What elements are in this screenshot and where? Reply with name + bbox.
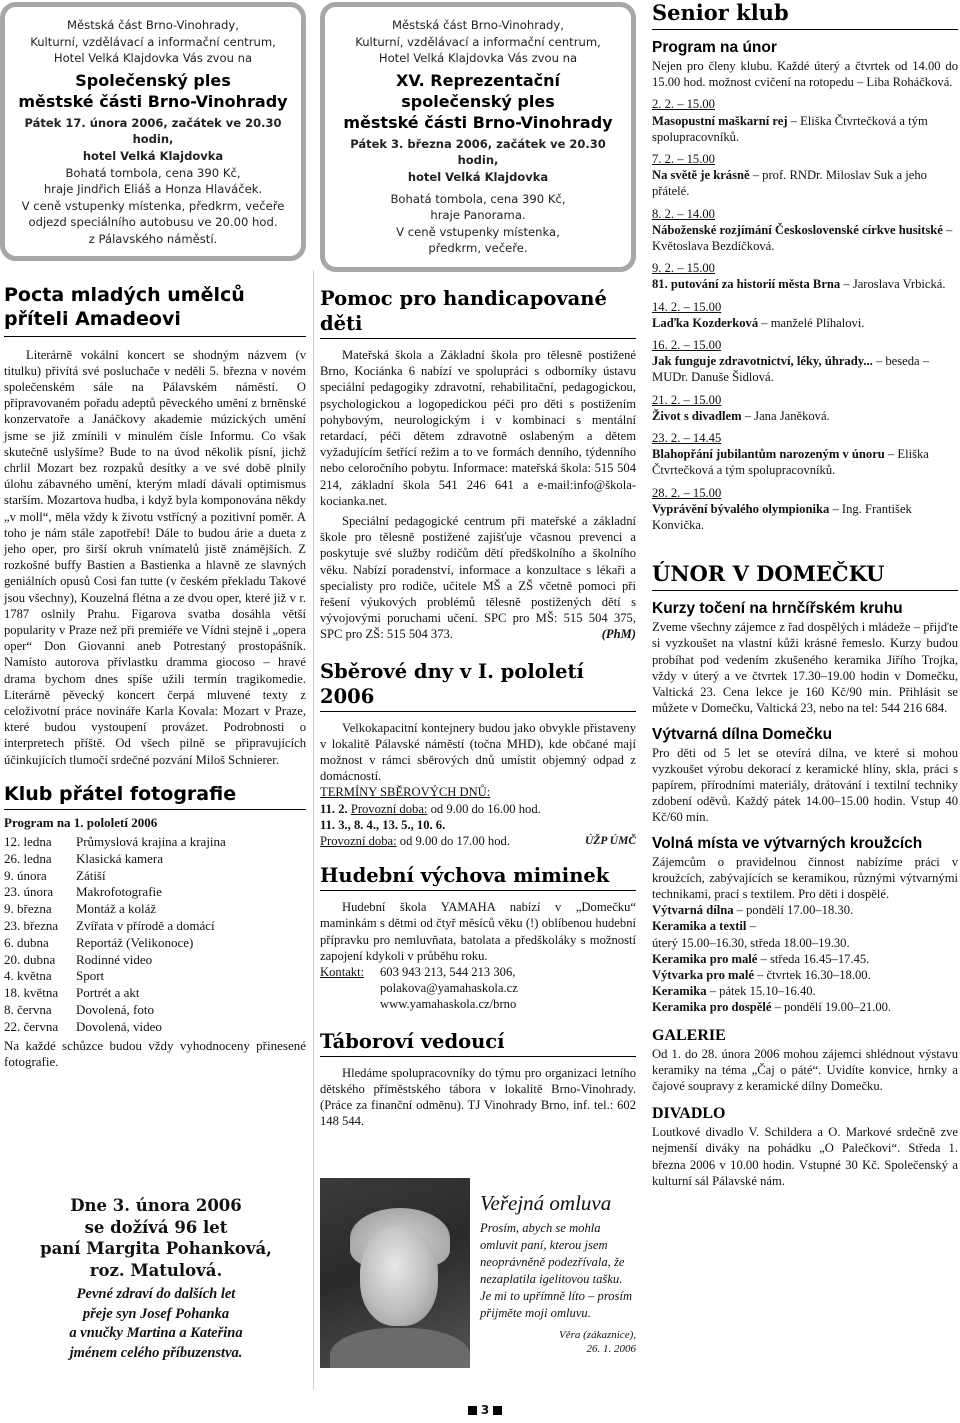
waste-line-2: 11. 3., 8. 4., 13. 5., 10. 6. [320,817,446,832]
ball1-org-2: Kulturní, vzdělávací a informační centrum, [30,34,276,49]
senior-subtitle: Program na únor [652,39,777,56]
photoclub-date: 9. února [4,867,47,883]
schedule-time: – čtvrtek 16.30–18.00. [753,967,871,982]
portrait-photo [320,1178,470,1368]
art-title: Výtvarná dílna Domečku [652,725,833,743]
schedule-course: Výtvarka pro malé [652,967,754,982]
apology-notice [480,1190,636,1356]
senior-item-rest: – beseda – MUDr. Danuše Šidlová. [652,354,930,385]
ball2-org-1: Městská část Brno-Vinohrady, [392,18,564,32]
page-number [455,1402,515,1418]
schedule-course: Keramika pro dospělé [652,1000,772,1015]
column-middle [320,0,636,1129]
column-left [0,0,306,1070]
waste-line-3 [320,833,636,849]
senior-item-text [652,353,958,385]
photoclub-date: 22. června [4,1018,59,1034]
waste-line-1 [320,801,636,817]
amadeus-title-1: Pocta mladých umělců [4,283,245,306]
music-article [320,863,636,1012]
birthday-line-4: roz. Matulová. [89,1260,223,1280]
schedule-course: Keramika a textil [652,919,747,934]
camp-title: Táboroví vedoucí [320,1029,505,1053]
senior-item-date: 8. 2. – 14.00 [652,206,715,221]
senior-item-rest: – prof. RNDr. Miloslav Suk a jeho přátelé. [652,168,927,199]
schedule-line [652,918,958,934]
photoclub-date: 18. května [4,985,59,1001]
amadeus-article [0,283,306,768]
photoclub-topic: Klasická kamera [76,850,163,866]
senior-item [652,151,958,200]
schedule-time: – pondělí 19.00–21.00. [771,1000,892,1015]
schedule-time: úterý 15.00–16.30, středa 18.00–19.30. [652,935,850,950]
camp-text: Hledáme spolupracovníky do týmu pro organizaci letního dětského příměstského tábora v lokalitě Brno-Vinohrady. (Práce za finanční odměnu). TJ Vinohrady Brno, inf. tel.: 602 148 544. [320,1065,636,1129]
photoclub-topic: Dovolená, video [76,1018,162,1034]
birthday-wish-2: přeje syn Josef Pohanka [82,1305,230,1322]
senior-program [652,96,958,533]
photoclub-table [4,834,306,1036]
waste-line1-date: 11. 2. [320,801,348,816]
music-contact-1: 603 943 213, 544 213 306, [380,965,516,980]
schedule-line [652,999,958,1015]
ball2-detail-3: V ceně vstupenky místenka, [396,224,560,239]
senior-item-title: Laďka Kozderková [652,315,759,330]
handicap-sign: (PhM) [601,627,636,642]
senior-item-text [652,222,958,254]
ball2-title-3: městské části Brno-Vinohrady [343,112,613,132]
birthday-wish-4: jménem celého příbuzenstva. [69,1344,243,1361]
ball2-detail-1: Bohatá tombola, cena 390 Kč, [390,191,566,206]
birthday-line-2: se dožívá 96 let [84,1217,228,1237]
senior-item [652,485,958,534]
photoclub-topic: Portrét a akt [76,985,140,1001]
senior-intro: Nejen pro členy klubu. Každé úterý a čtvrtek od 14.00 do 15.00 hod. možnost cvičení na rotopedu – Liba Roháčková. [652,59,958,90]
photoclub-date: 6. dubna [4,934,49,950]
senior-item-rest: – Jana Janěková. [741,408,830,423]
ball2-org-3: Hotel Velká Klajdovka Vás zvou na [378,51,578,66]
schedule-time: – pátek 15.10–16.40. [706,984,816,999]
waste-line3-time: od 9.00 do 17.00 hod. [399,834,510,849]
apology-sign-2: 26. 1. 2006 [586,1343,636,1355]
music-contact-label: Kontakt: [320,965,365,980]
senior-item-text [652,276,958,292]
course-schedule [652,902,958,1015]
ball1-detail-5: z Pálavského náměstí. [88,231,218,246]
ball2-title-1: XV. Reprezentační [395,70,561,90]
photoclub-topic: Rodinné video [76,951,153,967]
ball2-detail-2: hraje Panorama. [430,208,526,223]
senior-item-title: Náboženské rozjímání Československé církve husitské [652,222,943,237]
unor-rule [652,590,958,591]
senior-item-title: Život s divadlem [652,408,742,423]
waste-line3-label: Provozní doba: [320,834,397,849]
divadlo-title: DIVADLO [652,1105,726,1123]
waste-terms-label: TERMÍNY SBĚROVÝCH DNŮ: [320,785,491,800]
senior-item-text [652,408,958,424]
senior-item-date: 9. 2. – 15.00 [652,261,715,276]
photoclub-date: 23. února [4,884,54,900]
birthday-wish-1: Pevné zdraví do dalších let [76,1286,236,1302]
schedule-course: Keramika pro malé [652,951,758,966]
column-right [652,0,958,1189]
amadeus-title-2: příteli Amadeovi [4,307,181,330]
apology-text: Prosím, abych se mohla omluvit paní, kterou jsem neoprávněně podezřívala, že nezaplatila igelitovou tašku. Je mi to upřímně líto – prosím přijměte moji omluvu. [480,1221,633,1320]
ball1-detail-4: odjezd speciálního autobusu ve 20.00 hod. [28,215,278,230]
ball1-venue: hotel Velká Klajdovka [82,148,224,163]
free-text: Zájemcům o pravidelnou činnost nabízíme práci v kroužcích, zabývajících se keramikou, různými výtvarnými technikami, prací s textilem. Pro děti i dospělé. [652,854,958,901]
senior-item-title: Jak funguje zdravotnictví, léky, úhrady... [652,354,873,369]
handicap-article [320,286,636,643]
divadlo-text: Loutkové divadlo V. Schildera a O. Markové srdečně zve nejmenší diváky na pohádku „O Palečkovi“. Středa 1. března 2006 v 10.00 hodin. Vstupné 30 Kč. Společenský a kulturní sál Pálavské nám. [652,1125,958,1188]
handicap-rule [320,338,636,339]
handicap-p2-text: Speciální pedagogické centrum při mateřské a základní škole pro tělesně postižené zajišťuje včasnou prevenci a poskytuje své služby rodičům dětí předškolního a školního věku. Nabízí poradenství, informace a konzultace s lékaři a specialisty pro rodiče, učitele MŠ a ZŠ včetně pomoci při řešení výukových problémů tělesně postižených dětí s vývojovými poruchami učení. SPC pro MŠ: 515 504 375, SPC pro ZŠ: 515 504 373. [320,513,636,642]
waste-article [320,659,636,850]
senior-item-rest: – Jaroslava Vrbická. [840,277,946,292]
senior-item [652,260,958,292]
senior-item-rest: – Eliška Čtvrtečková a tým spolupracovníků. [652,447,929,478]
ball1-detail-2: hraje Jindřich Eliáš a Honza Hlaváček. [43,182,263,197]
senior-item-title: Masopustní maškarní rej [652,113,788,128]
schedule-line [652,983,958,999]
senior-item-text [652,315,958,331]
senior-item-text [652,167,958,199]
waste-sign: ÚŽP ÚMČ [584,835,636,848]
galerie-title: GALERIE [652,1026,726,1044]
senior-item-rest: – Květoslava Bezdíčková. [652,222,953,254]
senior-rule [652,29,958,30]
senior-item-date: 16. 2. – 15.00 [652,338,722,353]
photoclub-date: 23. března [4,918,59,933]
ball1-org-1: Městská část Brno-Vinohrady, [67,18,239,32]
ball1-date: Pátek 17. února 2006, začátek ve 20.30 hodin, [24,115,282,147]
ball2-detail-4: předkrm, večeře. [428,241,528,256]
senior-item-title: Blahopřání jubilantům narozeným v únoru [652,447,885,462]
senior-item [652,206,958,255]
waste-rule [320,711,636,712]
page-number-text: 3 [480,1403,490,1417]
ball-invitation-1 [0,2,306,261]
birthday-wish [6,1285,306,1363]
schedule-time: – pondělí 17.00–18.30. [733,903,854,918]
senior-item-date: 14. 2. – 15.00 [652,299,722,314]
senior-item-title: 81. putování za historií města Brna [652,277,841,292]
birthday-line-1: Dne 3. února 2006 [70,1196,242,1215]
camp-rule [320,1056,636,1057]
schedule-line [652,951,958,967]
unor-title: ÚNOR V DOMEČKU [652,561,885,587]
ball-invitation-2 [320,2,636,272]
photoclub-note: Na každé schůzce budou vždy vyhodnoceny přinesené fotografie. [4,1037,306,1069]
photoclub-topic: Makrofotografie [76,884,162,900]
galerie-text: Od 1. do 28. února 2006 mohou zájemci shlédnout výstavu keramiky na téma „Čaj o páté“. Uvidíte konvice, hrnky a čajové soupravy z keramické dílny Domečku. [652,1046,958,1093]
apology-sign-1: Věra (zákaznice), [559,1329,636,1341]
schedule-time: – středa 16.45–17.45. [757,951,870,966]
photoclub-date: 12. ledna [4,834,52,850]
music-contact [320,964,636,1013]
music-rule [320,890,636,891]
ball1-detail-1: Bohatá tombola, cena 390 Kč, [65,165,241,180]
birthday-wish-3: a vnučky Martina a Kateřina [69,1325,243,1341]
pottery-text: Zveme všechny zájemce z řad dospělých i mládeže – přijďte si vyzkoušet na vlastní kůži krásné řemeslo. Kurzy budou probíhat pod vedením zkušeného keramika Jiřího Trojka, vždy v úterý a ve čtvrtek 17.30–19.00 hodin v Domečku, Valtická 23. Cena lekce je 160 Kč/90 min. Přihlásit se můžete v Domečku, Valtická 23, nebo na tel: 544 216 684. [652,620,958,716]
ball1-title-1: Společenský ples [75,70,231,90]
photoclub-topic: Průmyslová krajina a krajina [76,834,226,850]
camp-article [320,1029,636,1130]
pottery-title: Kurzy točení na hrnčířském kruhu [652,600,903,618]
photoclub-topic: Zátiší [76,867,106,883]
photoclub-date: 4. května [4,968,52,984]
schedule-line [652,935,958,951]
handicap-title: Pomoc pro handicapované děti [320,286,607,335]
music-contact-3[interactable]: www.yamahaskola.cz/brno [380,997,517,1012]
senior-item-title: Vyprávění bývalého olympionika [652,501,830,516]
senior-item [652,430,958,479]
ball1-org-3: Hotel Velká Klajdovka Vás zvou na [53,51,253,66]
photoclub-subtitle: Program na 1. pololetí 2006 [4,814,158,830]
ball1-title-2: městské části Brno-Vinohrady [18,91,288,111]
schedule-time: – [746,919,756,934]
photoclub-rule [4,809,306,810]
photoclub-date: 20. dubna [4,951,56,967]
senior-item-rest: – Eliška Čtvrtečková a tým spolupracovníků. [652,113,928,144]
senior-item-date: 23. 2. – 14.45 [652,431,722,446]
free-title: Volná místa ve výtvarných kroužcích [652,834,923,852]
ball2-date: Pátek 3. března 2006, začátek ve 20.30 hodin, [350,136,606,168]
waste-text: Velkokapacitní kontejnery budou jako obvykle přistaveny v lokalitě Pálavské náměstí (točna MHD), kde občané mají možnost v rámci sběrových dnů umístit objemný odpad z domácností. [320,720,636,784]
senior-item [652,96,958,145]
senior-item-date: 21. 2. – 15.00 [652,392,722,407]
senior-item [652,392,958,424]
photoclub-topic: Dovolená, foto [76,1001,154,1017]
schedule-line [652,967,958,983]
senior-item-rest: – Ing. František Konvička. [652,501,912,533]
senior-item-text [652,113,958,145]
waste-line1-time: od 9.00 do 16.00 hod. [430,801,541,816]
handicap-p2 [320,513,636,643]
schedule-line [652,902,958,918]
senior-item-rest: – manželé Plíhalovi. [758,315,865,330]
senior-item-text [652,446,958,478]
senior-item [652,299,958,331]
schedule-course: Keramika [652,984,707,999]
art-text: Pro děti od 5 let se otevírá dílna, ve které si mohou vyzkoušet výrobu dekorací z keramické hlíny, skla, práci s papírem, přírodními materiály, drátování i textilní techniky zdobení oděvů. Každý pátek 14.00–15.00 hodin. Vstup 40 Kč/60 min. [652,745,958,825]
ball2-title-2: společenský ples [401,91,555,111]
photoclub-topic: Reportáž (Velikonoce) [76,934,194,950]
column-divider [313,270,314,1390]
photoclub-article [0,782,306,1070]
waste-line1-label: Provozní doba: [350,801,428,816]
ball1-detail-3: V ceně vstupenky místenka, předkrm, večeře [21,198,285,213]
apology-title: Veřejná omluva [480,1191,612,1215]
senior-item [652,337,958,386]
waste-title: Sběrové dny v I. pololetí 2006 [320,659,584,708]
music-text: Hudební škola YAMAHA nabízí v „Domečku“ maminkám s dětmi od čtyř měsíců věku (!) oblíbenou hudební přípravku pro nemluvňata, batolata a předškoláky s možností zapojení kdykoli v průběhu roku. [320,900,636,963]
photoclub-topic: Sport [76,968,105,984]
photoclub-topic: Zvířata v přírodě a domácí [76,918,215,933]
amadeus-rule [4,336,306,337]
photoclub-title: Klub přátel fotografie [4,782,237,805]
photoclub-date: 9. března [4,901,52,917]
handicap-p1: Mateřská škola a Základní škola pro tělesně postižené Brno, Kociánka 6 nabízí ve spolupráci s odborníky ústavu speciální pedagogiky zdravotní, rehabilitační, pedagogickou, psychologickou a logopedickou péči pro děti s postižením pohybovým, neurologickým i v kombinaci s mentální retardací, péči dětem zdravotně oslabeným a dětem vyžadujícím šetřící režim a to ve formách denního, týdenního nebo celoročního pobytu. Informace: mateřská škola: 515 504 214, základní škola 541 246 641 a e-mail:info@škola-kocianka.net. [320,347,636,508]
square-icon [493,1406,502,1415]
photoclub-topic: Montáž a koláž [76,901,157,917]
senior-title: Senior klub [652,0,789,25]
music-contact-2[interactable]: polakova@yamahaskola.cz [380,981,518,996]
amadeus-body: Literárně vokální koncert se shodným názvem (v titulku) přivítá své posluchače v neděli 5. března v novém společenském sále na Pálavském náměstí. O připravovaném pořadu adeptů pěveckého umění z brněnské konzervatoře a Janáčkovy akademie múzických umění jsme se již zmínili v minulém čísle Informu. Co však skutečně uslyšíme? Bude to na úvod několik písní, jichž chrlil Mozart bez rozpaků desítky a ve své době plnily úlohu zábavného umění, kterým mladí dávali optimismus starším. Mozartova hudba, i když byla komponována někdy „v moll“, měla vždy k životu vstřícný a pozitivní poměr. A toho je nám stále zapotřebí! Dále to budou árie a dueta z jeho oper, pro širší okruh vnímatelů jistě známějších. Z rozkošné buffy Bastien a Bastienka a hlavně ze slavných geniálních opusů Cosi fan tutte (v českém překladu Takové jsou všechny), Kouzelná flétna a ze dvou oper, které již v r. 1787 oslnily Prahu. Figarova svatba dosáhla větší popularity v Praze než při premiéře ve Vídni stejně i „opera oper“ Don Giovanni aneb Potrestaný prostopášník. Namísto autorova přívlastku dramma giocoso – hravé drama bychom dnes spíše užili termín tragikomedie. Literárně pěvecký koncert čerpá mluvené texty z celoživotní práce novináře Karla Kovala: Mozart v Praze, které budou vystoupení provázet. Podrobnosti o interpretech příště. Od všech pilně se připravujících účinkujících tlumočí srdečné pozvání Miloš Schnierer. [4,347,306,767]
ball2-org-2: Kulturní, vzdělávací a informační centrum, [355,34,601,49]
photoclub-date: 8. června [4,1001,52,1017]
schedule-course: Výtvarná dílna [652,903,734,918]
music-title: Hudební výchova miminek [320,864,610,888]
birthday-notice [0,1195,306,1375]
senior-item-title: Na světě je krásně [652,168,750,183]
square-icon [468,1406,477,1415]
senior-item-date: 7. 2. – 15.00 [652,152,715,167]
birthday-line-3: paní Margita Pohanková, [40,1239,272,1258]
photoclub-date: 26. ledna [4,850,52,866]
senior-item-text [652,501,958,533]
senior-item-date: 28. 2. – 15.00 [652,485,722,500]
ball2-venue: hotel Velká Klajdovka [407,169,549,184]
senior-item-date: 2. 2. – 15.00 [652,97,715,112]
